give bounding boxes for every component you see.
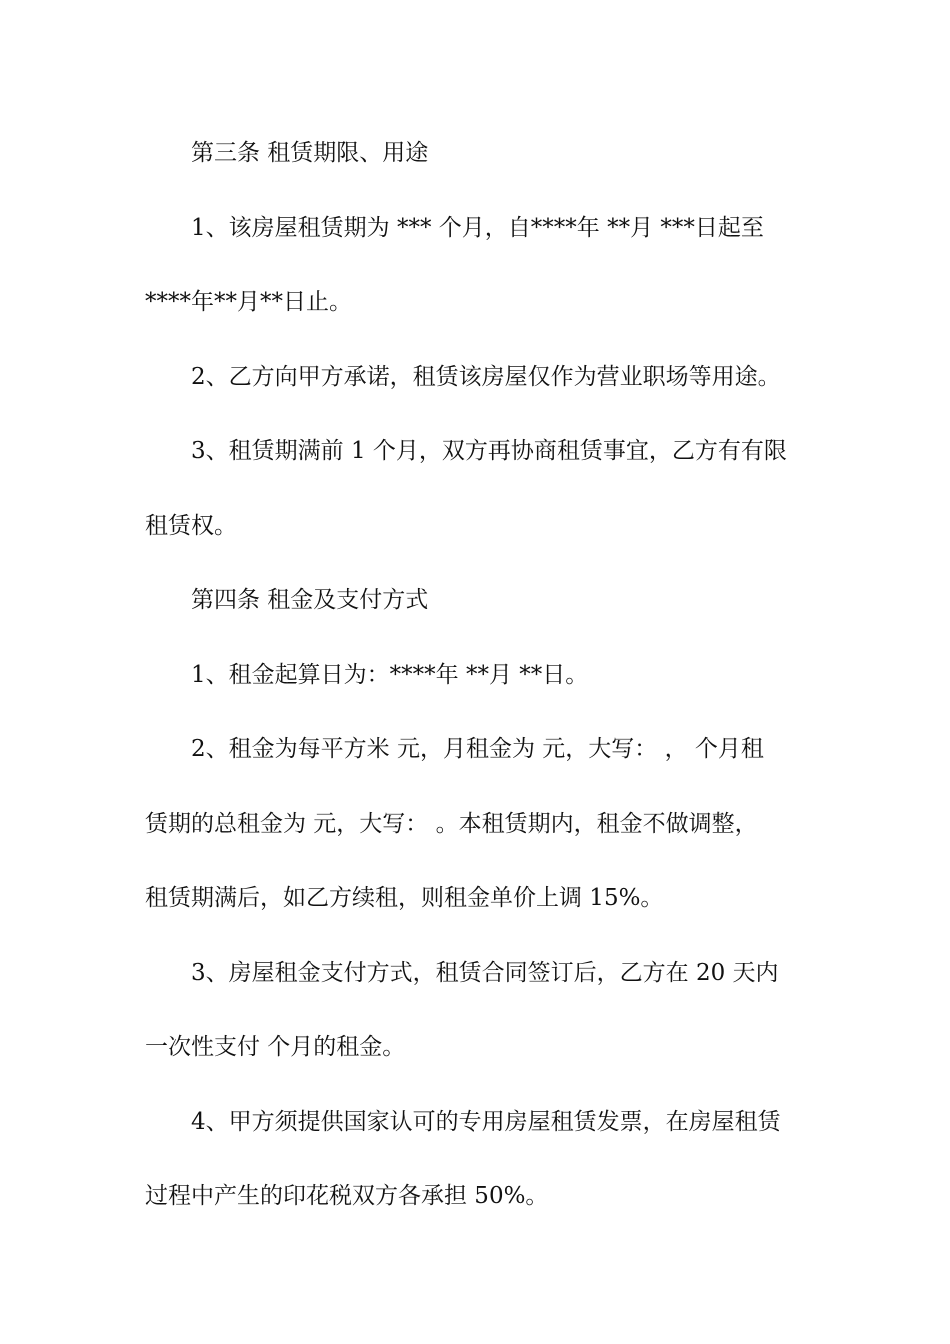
- article-heading: 第三条 租赁期限、用途: [191, 140, 429, 166]
- paragraph-line: 1、该房屋租赁期为 *** 个月，自****年 **月 ***日起至: [191, 214, 764, 241]
- paragraph-line: 1、租金起算日为：****年 **月 **日。: [191, 661, 589, 688]
- paragraph-line: 3、房屋租金支付方式，租赁合同签订后，乙方在 20 天内: [191, 959, 779, 986]
- paragraph-line: 租赁权。: [145, 512, 237, 539]
- paragraph-line: 4、甲方须提供国家认可的专用房屋租赁发票，在房屋租赁: [191, 1108, 781, 1135]
- paragraph-line: ****年**月**日止。: [145, 289, 352, 315]
- paragraph-line: 2、租金为每平方米 元，月租金为 元，大写： ， 个月租: [191, 736, 764, 762]
- article-heading: 第四条 租金及支付方式: [191, 587, 429, 613]
- document-body: [145, 130, 810, 1248]
- paragraph-line: 过程中产生的印花税双方各承担 50%。: [145, 1183, 549, 1209]
- paragraph-line: 租赁期满后，如乙方续租，则租金单价上调 15%。: [145, 885, 664, 911]
- paragraph-line: 2、乙方向甲方承诺，租赁该房屋仅作为营业职场等用途。: [191, 363, 781, 390]
- paragraph-line: 赁期的总租金为 元，大写： 。本租赁期内，租金不做调整，: [145, 810, 758, 837]
- paragraph-line: 一次性支付 个月的租金。: [145, 1034, 406, 1060]
- paragraph-line: 3、租赁期满前 1 个月，双方再协商租赁事宜，乙方有有限: [191, 438, 787, 464]
